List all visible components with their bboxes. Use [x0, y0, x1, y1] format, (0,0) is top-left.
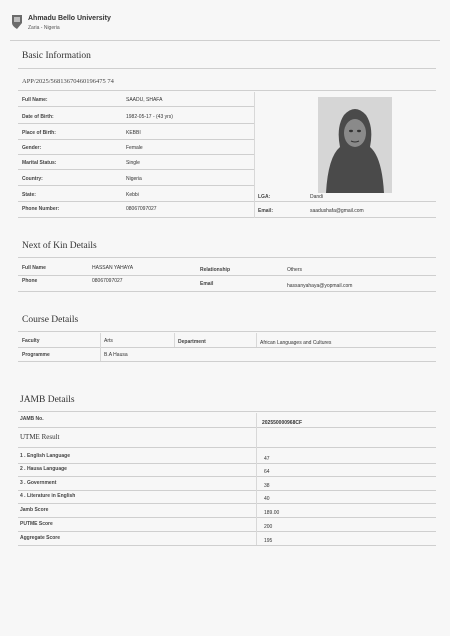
email-label: Email:: [258, 208, 274, 214]
university-location: Zaria - Nigeria: [28, 25, 60, 31]
row-divider: [18, 361, 436, 362]
course-details-title: Course Details: [22, 315, 79, 325]
course-column-divider: [174, 333, 175, 347]
kin-name-value: HASSAN YAHAYA: [92, 265, 134, 271]
full-name-label: Full Name:: [22, 97, 48, 103]
marital-status-label: Marital Status:: [22, 160, 57, 166]
jamb-details-title: JAMB Details: [20, 395, 75, 405]
row-divider: [18, 545, 436, 546]
kin-name-label: Full Name: [22, 265, 46, 271]
kin-phone-value: 08067097027: [92, 278, 123, 284]
app-no-divider: [18, 90, 436, 91]
row-divider: [18, 201, 436, 202]
utme-subject-score: 64: [264, 469, 270, 475]
aggregate-score-value: 195: [264, 538, 273, 544]
department-label: Department: [178, 339, 206, 345]
photo-column-divider: [254, 92, 255, 218]
course-column-divider: [100, 333, 101, 361]
row-divider: [18, 427, 436, 428]
state-value: Kebbi: [126, 192, 139, 198]
utme-result-title: UTME Result: [20, 433, 60, 441]
kin-email-value: hassanyahaya@yopmail.com: [287, 283, 353, 289]
row-divider: [18, 347, 436, 348]
header-divider: [10, 40, 440, 41]
basic-info-title: Basic Information: [22, 51, 91, 61]
jamb-column-divider: [256, 413, 257, 545]
programme-value: B.A Hausa: [104, 352, 128, 358]
university-logo-icon: [10, 14, 24, 30]
row-divider: [18, 106, 254, 107]
next-of-kin-title: Next of Kin Details: [22, 241, 97, 251]
lga-label: LGA:: [258, 194, 271, 200]
putme-score-label: PUTME Score: [20, 521, 53, 527]
kin-divider: [18, 257, 436, 258]
course-column-divider: [256, 333, 257, 347]
row-divider: [18, 517, 436, 518]
jamb-no-label: JAMB No.: [20, 416, 44, 422]
programme-label: Programme: [22, 352, 50, 358]
state-label: State:: [22, 192, 36, 198]
jamb-score-value: 189.00: [264, 510, 280, 516]
passport-photo: [318, 97, 392, 193]
course-divider: [18, 331, 436, 332]
row-divider: [18, 169, 254, 170]
pob-label: Place of Birth:: [22, 130, 56, 136]
row-divider: [18, 154, 254, 155]
utme-subject-score: 38: [264, 483, 270, 489]
lga-value: Dandi: [310, 194, 324, 200]
jamb-score-label: Jamb Score: [20, 507, 49, 513]
utme-subject-label: 2 . Hausa Language: [20, 466, 67, 472]
phone-value: 08067097027: [126, 206, 157, 212]
jamb-divider: [18, 411, 436, 412]
kin-relationship-label: Relationship: [200, 267, 231, 273]
dob-value: 1982-05-17 - (43 yrs): [126, 114, 173, 120]
dob-label: Date of Birth:: [22, 114, 54, 120]
pob-value: KEBBI: [126, 130, 141, 136]
utme-subject-label: 1 . English Language: [20, 453, 71, 459]
faculty-value: Arts: [104, 338, 113, 344]
utme-subject-label: 3 . Government: [20, 480, 57, 486]
utme-subject-score: 40: [264, 496, 270, 502]
row-divider: [18, 291, 436, 292]
gender-value: Female: [126, 145, 143, 151]
department-value: African Languages and Cultures: [260, 340, 332, 346]
phone-label: Phone Number:: [22, 206, 60, 212]
putme-score-value: 200: [264, 524, 273, 530]
utme-subject-label: 4 . Literature in English: [20, 493, 76, 499]
row-divider: [18, 503, 436, 504]
country-label: Country:: [22, 176, 43, 182]
jamb-no-value: 202550000968CF: [262, 420, 303, 426]
header: [10, 12, 440, 42]
aggregate-score-label: Aggregate Score: [20, 535, 61, 541]
row-divider: [18, 463, 436, 464]
kin-phone-label: Phone: [22, 278, 38, 284]
marital-status-value: Single: [126, 160, 140, 166]
kin-relationship-value: Others: [287, 267, 303, 273]
country-value: Nigeria: [126, 176, 142, 182]
row-divider: [18, 531, 436, 532]
basic-info-divider: [18, 68, 436, 69]
row-divider: [18, 447, 436, 448]
row-divider: [18, 123, 254, 124]
gender-label: Gender:: [22, 145, 42, 151]
email-value: saadushafa@gmail.com: [310, 208, 364, 214]
kin-email-label: Email: [200, 281, 214, 287]
faculty-label: Faculty: [22, 338, 40, 344]
full-name-value: SAADU, SHAFA: [126, 97, 163, 103]
row-divider: [18, 490, 436, 491]
row-divider: [18, 185, 254, 186]
application-number: APP/2025/56813670460196475 74: [22, 78, 114, 85]
utme-subject-score: 47: [264, 456, 270, 462]
person-photo-icon: [318, 97, 392, 193]
row-divider: [18, 476, 436, 477]
university-name: Ahmadu Bello University: [28, 15, 111, 22]
row-divider: [18, 217, 436, 218]
row-divider: [18, 139, 254, 140]
row-divider: [18, 275, 436, 276]
